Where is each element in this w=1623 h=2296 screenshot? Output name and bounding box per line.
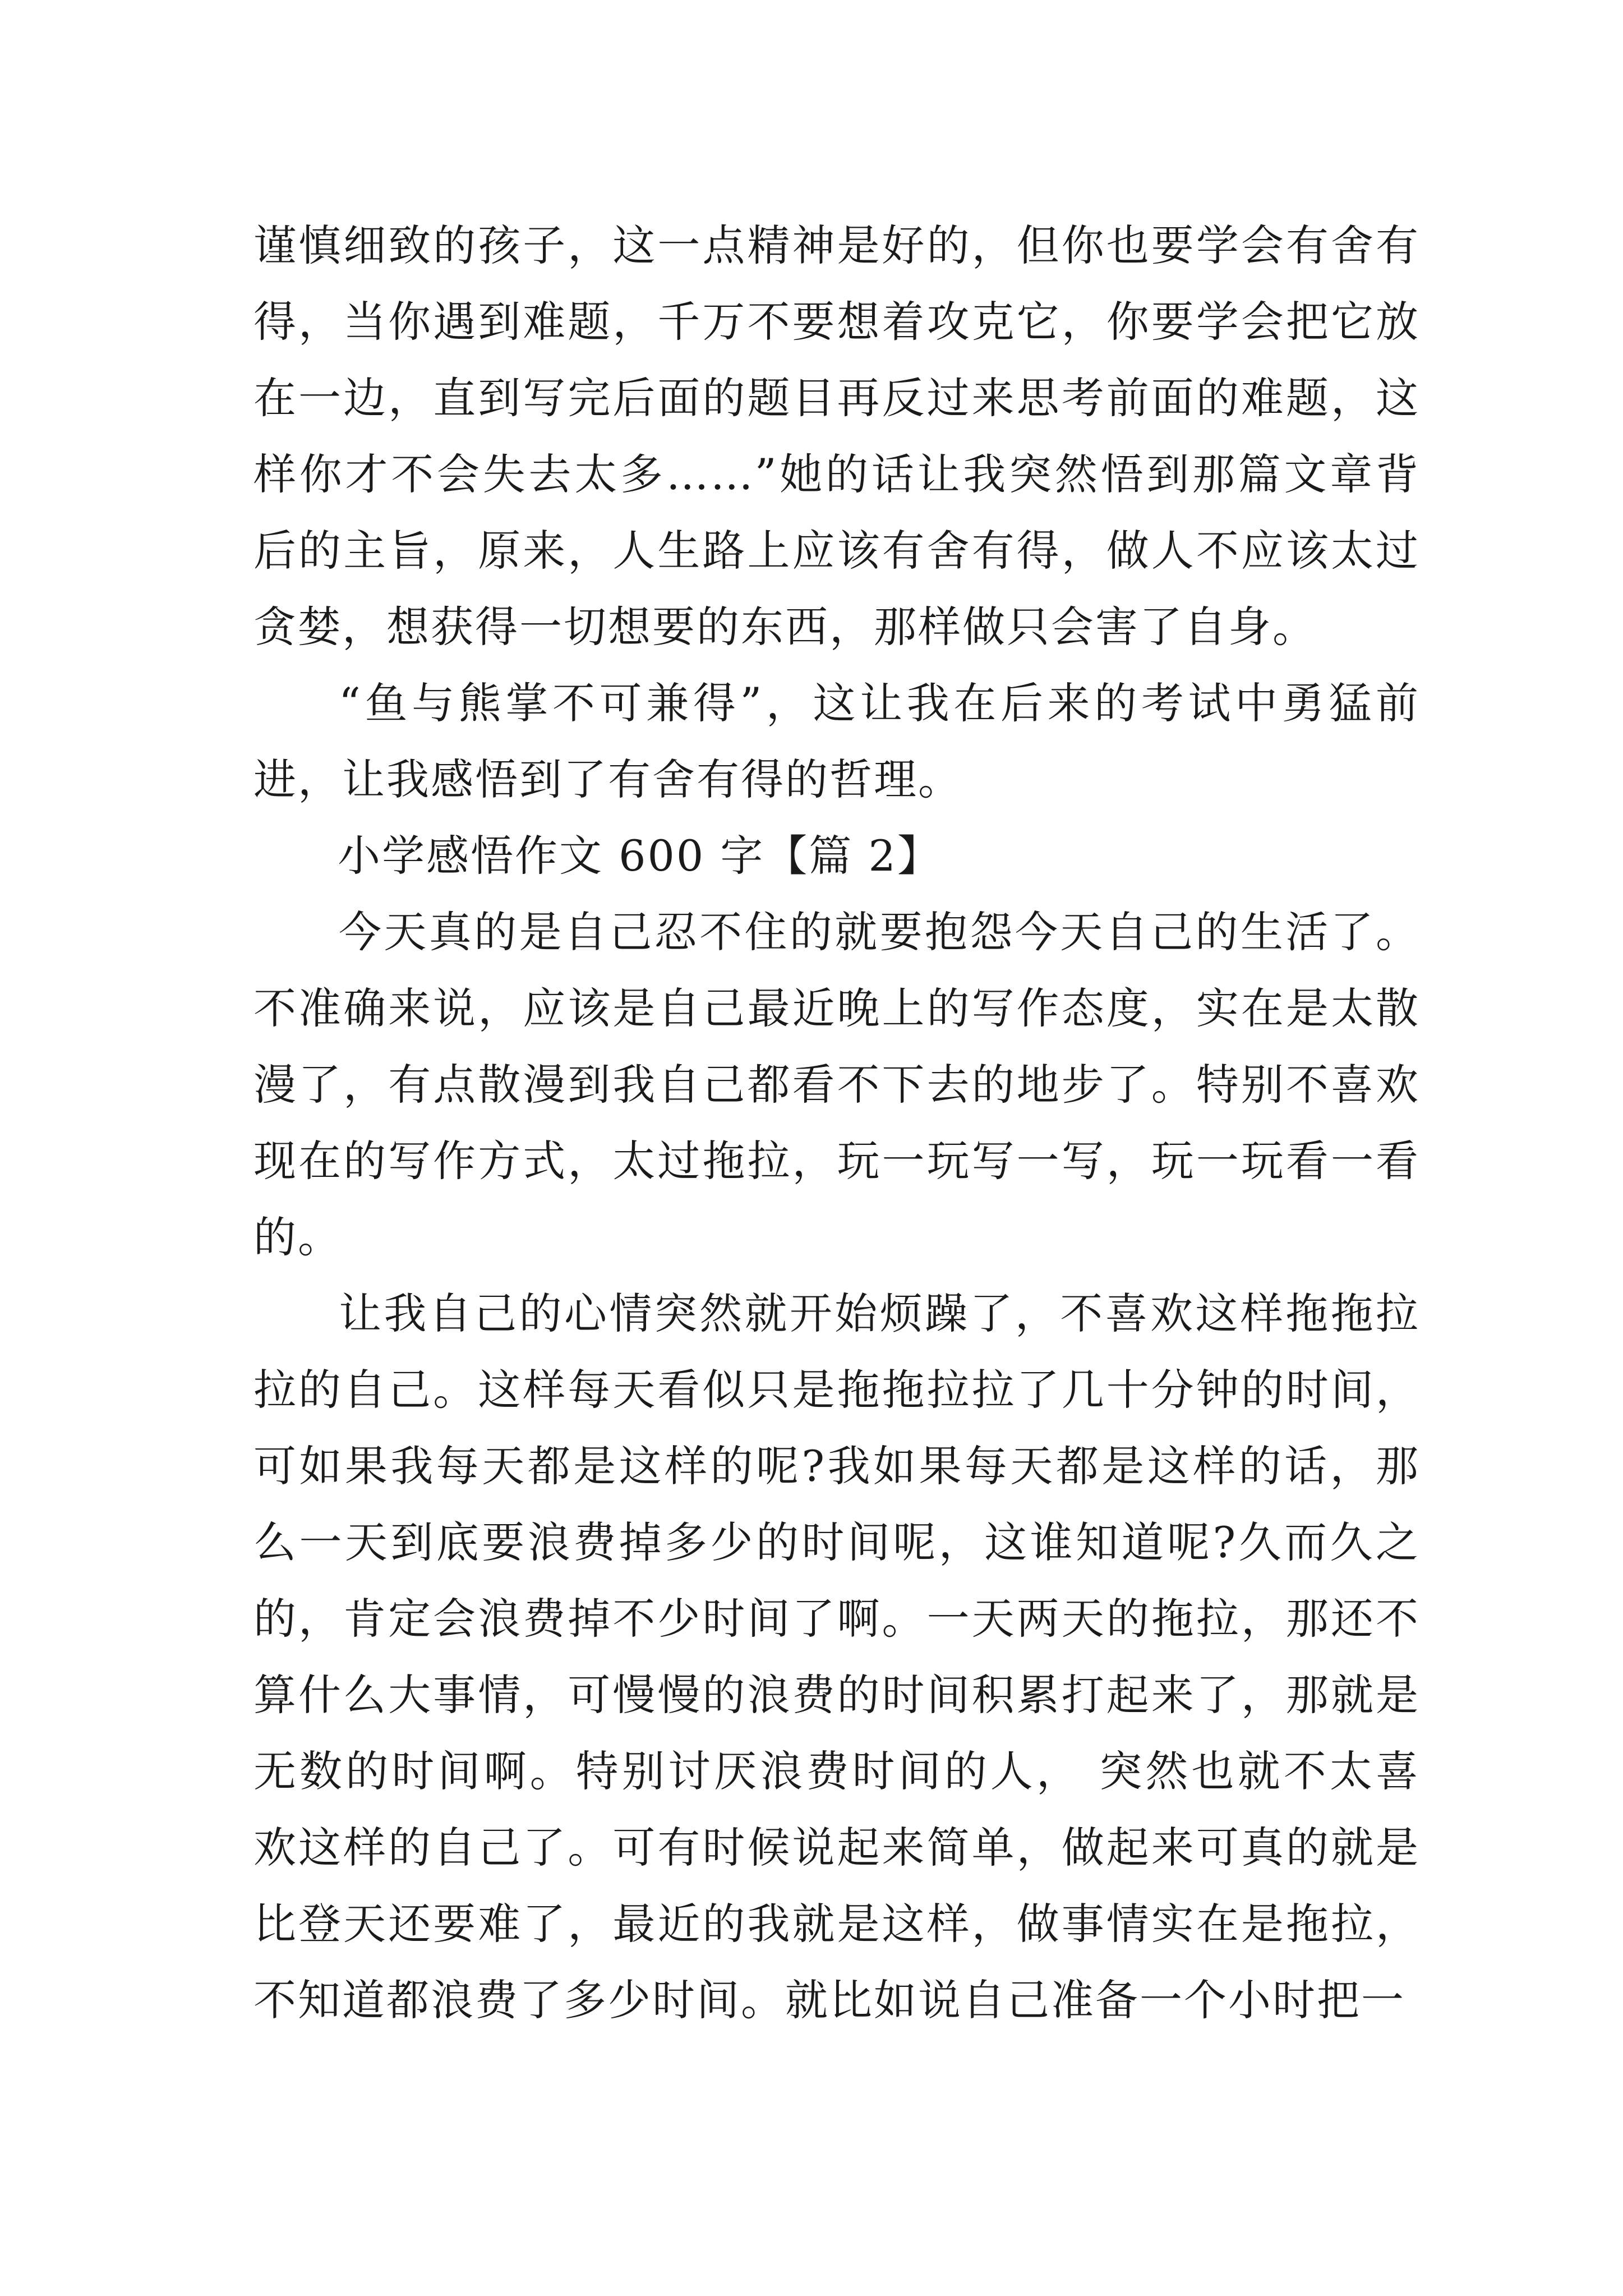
document-body	[253, 208, 1420, 2039]
paragraph-procrastination: 让我自己的心情突然就开始烦躁了，不喜欢这样拖拖拉拉的自己。这样每天看似只是拖拖拉拉了几十分钟的时间，可如果我每天都是这样的呢?我如果每天都是这样的话，那么一天到底要浪费掉多少的时间呢，这谁知道呢?久而久之的，肯定会浪费掉不少时间了啊。一天两天的拖拉，那还不算什么大事情，可慢慢的浪费的时间积累打起来了，那就是无数的时间啊。特别讨厌浪费时间的人， 突然也就不太喜欢这样的自己了。可有时候说起来简单，做起来可真的就是比登天还要难了，最近的我就是这样，做事情实在是拖拉，不知道都浪费了多少时间。就比如说自己准备一个小时把一	[253, 1289, 1420, 2025]
paragraph-fish-bear-paw: “鱼与熊掌不可兼得”，这让我在后来的考试中勇猛前进，让我感悟到了有舍有得的哲理。	[253, 678, 1420, 804]
paragraph-complaint: 今天真的是自己忍不住的就要抱怨今天自己的生活了。不准确来说，应该是自己最近晚上的写作态度，实在是太散漫了，有点散漫到我自己都看不下去的地步了。特别不喜欢现在的写作方式，太过拖拉，玩一玩写一写，玩一玩看一看的。	[253, 907, 1420, 1262]
section-title: 小学感悟作文 600 字【篇 2】	[338, 831, 942, 881]
paragraph-continuation: 谨慎细致的孩子，这一点精神是好的，但你也要学会有舍有得，当你遇到难题，千万不要想着攻克它，你要学会把它放在一边，直到写完后面的题目再反过来思考前面的难题，这样你才不会失去太多……”她的话让我突然悟到那篇文章背后的主旨，原来，人生路上应该有舍有得，做人不应该太过贪婪，想获得一切想要的东西，那样做只会害了自身。	[253, 220, 1420, 652]
